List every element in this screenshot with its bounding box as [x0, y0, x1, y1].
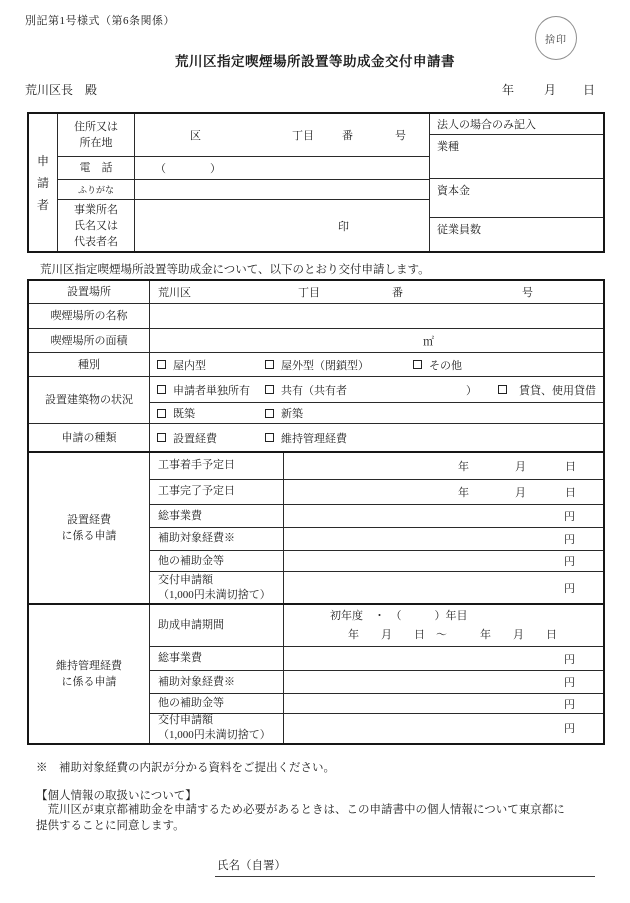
other-subsidy-label-text: 他の補助金等 [158, 697, 224, 710]
total-cost-row [150, 646, 603, 670]
checkbox-icon [265, 409, 274, 418]
installation-section-label-line2: に係る申請 [61, 530, 117, 542]
application-amount-input-cell [284, 714, 603, 743]
maintenance-section-label [29, 605, 150, 743]
location-ban-label: 番 [392, 287, 403, 299]
address-ku-label: 区 [190, 130, 201, 142]
capital-cell [430, 178, 603, 217]
checkbox-icon [157, 409, 166, 418]
other-subsidy-row [150, 693, 603, 713]
phone-input-cell [135, 157, 429, 179]
application-table [27, 279, 605, 745]
installation-section-label-line1: 設置経費 [67, 514, 111, 526]
maintenance-section-label-line1: 維持管理経費 [56, 660, 122, 672]
corporate-header-label: 法人の場合のみ記入 [437, 119, 536, 131]
attachment-note: ※ 補助対象経費の内訳が分かる資料をご提出ください。 [36, 762, 335, 774]
signature-line [215, 855, 595, 877]
option-new-building [265, 405, 303, 421]
total-cost-label-text: 総事業費 [158, 652, 202, 664]
checkbox-icon [265, 360, 274, 369]
capital-label: 資本金 [437, 185, 470, 197]
privacy-heading: 【個人情報の取扱いについて】 [36, 790, 197, 802]
address-ban-label: 番 [342, 130, 353, 142]
option-other [413, 357, 462, 373]
application-amount-label-line1: 交付申請額 [158, 573, 213, 586]
applicant-address-row [58, 114, 429, 156]
phone-label-text: 電 話 [79, 162, 113, 174]
construction-end-label-text: 工事完了予定日 [158, 485, 235, 498]
total-cost-input-cell [284, 505, 603, 527]
applicant-table [27, 112, 605, 253]
location-chome-label: 丁目 [298, 287, 320, 299]
option-lease [498, 382, 596, 398]
smoking-area-name-input-cell [150, 304, 603, 328]
subsidy-target-cost-row [150, 527, 603, 550]
building-age-subrow [150, 402, 603, 423]
category-row [29, 352, 603, 376]
yen-unit: 円 [564, 582, 575, 595]
location-label-text: 設置場所 [67, 286, 111, 298]
name-label-line1: 事業所名 [74, 203, 118, 216]
location-input-cell [150, 281, 603, 303]
option-installation-cost-label: 設置経費 [173, 432, 217, 445]
header-date-month-label: 月 [544, 83, 557, 97]
furigana-label-text: ふりがな [77, 184, 114, 195]
addressee: 荒川区長 殿 [25, 83, 98, 97]
checkbox-icon [157, 360, 166, 369]
other-subsidy-input-cell [284, 551, 603, 572]
application-amount-label-line2: （1,000円未満切捨て） [158, 729, 271, 742]
smoking-area-size-row [29, 328, 603, 352]
option-other-label: その他 [429, 359, 462, 372]
subsidy-period-line1: 初年度 ・ （ ）年目 [330, 609, 468, 622]
date-month-label: 月 [515, 460, 526, 473]
checkbox-icon [413, 360, 422, 369]
industry-label: 業種 [437, 141, 459, 153]
total-cost-input-cell [284, 647, 603, 670]
option-sole-ownership [157, 382, 250, 398]
building-status-label [29, 377, 150, 423]
location-go-label: 号 [522, 287, 533, 299]
installation-section-label [29, 453, 150, 603]
application-amount-label-line2: （1,000円未満切捨て） [158, 588, 271, 601]
application-kind-row [29, 423, 603, 451]
signature-label: 氏名（自署） [217, 860, 286, 872]
yen-unit: 円 [564, 556, 575, 569]
maintenance-section-label-line2: に係る申請 [61, 676, 117, 688]
name-label-line2: 氏名又は [74, 219, 118, 232]
option-indoor-label: 屋内型 [173, 359, 206, 372]
address-go-label: 号 [395, 130, 406, 142]
yen-unit: 円 [564, 511, 575, 524]
employees-label: 従業員数 [437, 224, 481, 236]
option-indoor [157, 357, 206, 373]
industry-cell [430, 134, 603, 178]
application-kind-options-cell [150, 424, 603, 451]
yen-unit: 円 [564, 677, 575, 690]
privacy-body: 荒川区が東京都補助金を申請するため必要があるときは、この申請書中の個人情報について東京都に提供することに同意します。 [36, 804, 565, 832]
other-subsidy-input-cell [284, 694, 603, 713]
application-amount-row [150, 571, 603, 603]
checkbox-icon [157, 433, 166, 442]
checkbox-icon [265, 433, 274, 442]
construction-start-label-text: 工事着手予定日 [158, 459, 235, 472]
checkbox-icon [157, 385, 166, 394]
construction-start-input-cell [284, 453, 603, 479]
total-cost-row [150, 504, 603, 527]
address-label-line2: 所在地 [79, 137, 113, 149]
option-existing-building [157, 405, 195, 421]
application-amount-label [150, 714, 284, 743]
furigana-input-cell [135, 180, 429, 199]
address-input-cell [135, 114, 429, 156]
subsidy-target-cost-input-cell [284, 528, 603, 550]
location-label [29, 281, 150, 303]
total-cost-label [150, 647, 284, 670]
option-installation-cost [157, 430, 217, 446]
construction-end-row [150, 479, 603, 505]
option-maintenance-cost-label: 維持管理経費 [281, 432, 347, 445]
other-subsidy-label [150, 694, 284, 713]
checkbox-icon [265, 385, 274, 394]
application-amount-label-line1: 交付申請額 [158, 714, 213, 727]
page-title: 荒川区指定喫煙場所設置等助成金交付申請書 [175, 54, 455, 69]
application-kind-label [29, 424, 150, 451]
address-label [58, 114, 135, 156]
option-outdoor [265, 357, 369, 373]
date-month-label: 月 [515, 486, 526, 499]
date-year-label: 年 [458, 460, 469, 473]
subsidy-target-cost-row [150, 670, 603, 694]
seal-mark: 印 [338, 220, 349, 233]
smoking-area-size-label [29, 329, 150, 352]
yen-unit: 円 [564, 653, 575, 666]
applicant-group-cell [29, 114, 58, 251]
application-amount-input-cell [284, 572, 603, 603]
applicant-furigana-row [58, 179, 429, 199]
category-options-cell [150, 353, 603, 376]
phone-parens: （ ） [155, 163, 221, 175]
shared-ownership-paren-close: ） [466, 384, 477, 397]
total-cost-label-text: 総事業費 [158, 509, 202, 522]
header-date-day-label: 日 [583, 83, 596, 97]
applicant-name-row [58, 199, 429, 251]
category-label-text: 種別 [78, 358, 100, 371]
name-label [58, 200, 135, 251]
smoking-area-name-text: 喫煙場所の名称 [50, 310, 128, 322]
building-status-row [29, 376, 603, 423]
applicant-phone-row [58, 156, 429, 179]
subsidy-target-cost-label [150, 671, 284, 694]
subsidy-period-label-text: 助成申請期間 [158, 619, 224, 632]
option-new-building-label: 新築 [281, 408, 303, 421]
option-shared-ownership-label: 共有（共有者 [281, 384, 347, 397]
yen-unit: 円 [564, 533, 575, 546]
corporate-header-cell [430, 114, 603, 134]
intro-sentence: 荒川区指定喫煙場所設置等助成金について、以下のとおり交付申請します。 [40, 264, 430, 276]
construction-start-row [150, 453, 603, 479]
date-day-label: 日 [565, 486, 576, 499]
checkbox-icon [498, 385, 507, 394]
installation-cost-section [29, 451, 603, 603]
option-lease-label: 賃貸、使用貸借 [519, 384, 596, 397]
name-input-cell [135, 200, 429, 251]
date-year-label: 年 [458, 486, 469, 499]
building-ownership-subrow [150, 377, 603, 402]
location-row [29, 281, 603, 303]
date-day-label: 日 [565, 460, 576, 473]
option-existing-building-label: 既築 [173, 408, 195, 421]
smoking-area-name-row [29, 303, 603, 328]
construction-end-input-cell [284, 480, 603, 505]
header-date-year-label: 年 [502, 83, 515, 97]
maintenance-cost-section [29, 603, 603, 743]
subsidy-period-input-cell [284, 605, 603, 646]
name-label-line3: 代表者名 [74, 235, 118, 248]
smoking-area-name-label [29, 304, 150, 328]
location-city-label: 荒川区 [158, 287, 191, 299]
total-cost-label [150, 505, 284, 527]
subsidy-target-cost-label-text: 補助対象経費※ [158, 675, 235, 688]
building-status-label-text: 設置建築物の状況 [45, 394, 133, 406]
employees-cell [430, 217, 603, 251]
yen-unit: 円 [564, 698, 575, 711]
application-kind-label-text: 申請の種類 [61, 431, 117, 444]
smoking-area-size-text: 喫煙場所の面積 [50, 334, 128, 347]
application-amount-row [150, 713, 603, 743]
square-meter-unit: ㎡ [423, 335, 434, 348]
smoking-area-size-input-cell [150, 329, 603, 352]
option-maintenance-cost [265, 430, 347, 446]
other-subsidy-label [150, 551, 284, 572]
option-outdoor-label: 屋外型（閉鎖型） [281, 359, 369, 372]
form-number: 別記第1号様式（第6条関係） [25, 15, 175, 27]
other-subsidy-label-text: 他の補助金等 [158, 554, 224, 567]
option-sole-ownership-label: 申請者単独所有 [173, 384, 250, 397]
furigana-label [58, 180, 135, 199]
subsidy-target-cost-label-text: 補助対象経費※ [158, 532, 235, 545]
construction-start-label [150, 453, 284, 479]
subsidy-period-row [150, 605, 603, 646]
subsidy-period-label [150, 605, 284, 646]
subsidy-period-line2: 年 月 日 ～ 年 月 日 [348, 628, 557, 641]
subsidy-target-cost-input-cell [284, 671, 603, 694]
address-label-line1: 住所又は [74, 121, 118, 133]
discard-seal-label: 捨印 [545, 34, 567, 46]
applicant-group-label: 申請者 [36, 153, 49, 212]
address-chome-label: 丁目 [292, 130, 314, 142]
construction-end-label [150, 480, 284, 505]
option-shared-ownership [265, 382, 347, 398]
yen-unit: 円 [564, 723, 575, 736]
phone-label [58, 157, 135, 179]
other-subsidy-row [150, 550, 603, 572]
category-label [29, 353, 150, 376]
subsidy-target-cost-label [150, 528, 284, 550]
application-amount-label [150, 572, 284, 603]
